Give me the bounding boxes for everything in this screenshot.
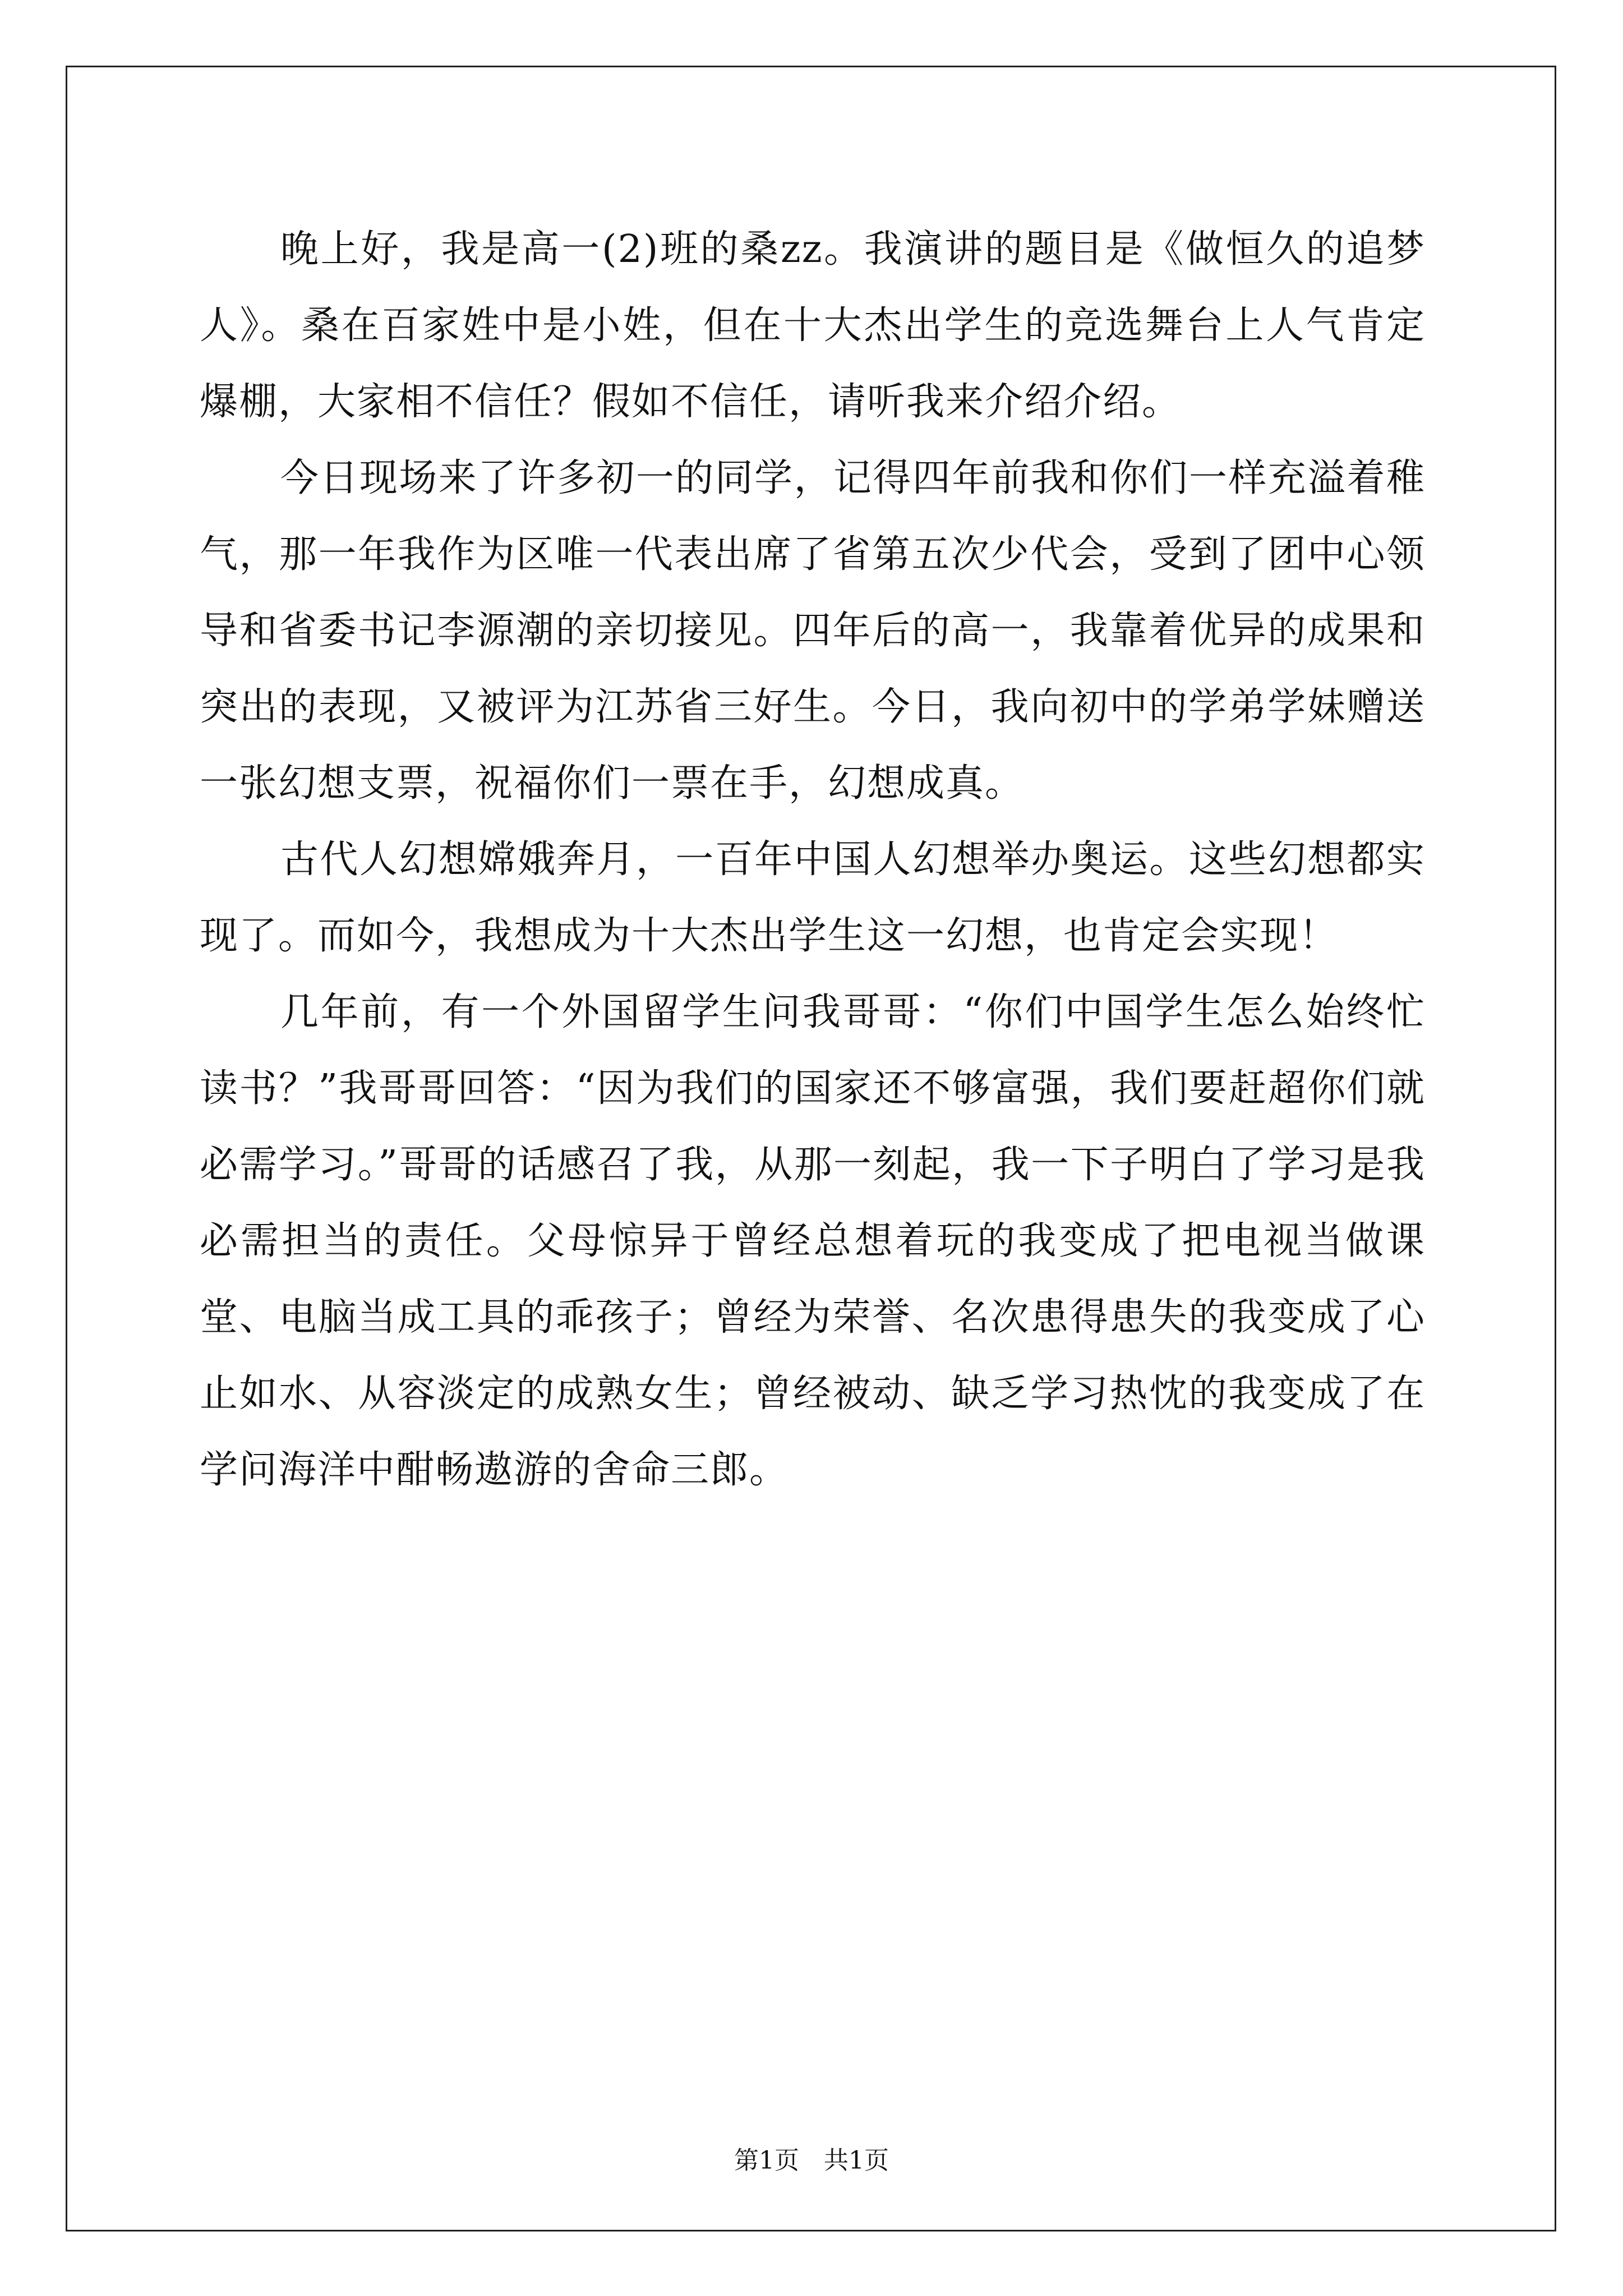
paragraph-4: 几年前，有一个外国留学生问我哥哥：“你们中国学生怎么始终忙读书？”我哥哥回答：“因为我们的国家还不够富强，我们要赶超你们就必需学习。”哥哥的话感召了我，从那一刻起，我一下子明白了学习是我必需担当的责任。父母惊异于曾经总想着玩的我变成了把电视当做课堂、电脑当成工具的乖孩子；曾经为荣誉、名次患得患失的我变成了心止如水、从容淡定的成熟女生；曾经被动、缺乏学习热忱的我变成了在学问海洋中酣畅遨游的舍命三郎。 bbox=[200, 990, 1426, 1492]
paragraph-2: 今日现场来了许多初一的同学，记得四年前我和你们一样充溢着稚气，那一年我作为区唯一代表出席了省第五次少代会，受到了团中心领导和省委书记李源潮的亲切接见。四年后的高一，我靠着优异的成果和突出的表现，又被评为江苏省三好生。今日，我向初中的学弟学妹赠送一张幻想支票，祝福你们一票在手，幻想成真。 bbox=[200, 456, 1426, 806]
paragraph-1: 晚上好，我是高一(2)班的桑zz。我演讲的题目是《做恒久的追梦人》。桑在百家姓中是小姓，但在十大杰出学生的竞选舞台上人气肯定爆棚，大家相不信任？假如不信任，请听我来介绍介绍。 bbox=[200, 227, 1426, 424]
paragraph-3: 古代人幻想嫦娥奔月，一百年中国人幻想举办奥运。这些幻想都实现了。而如今，我想成为十大杰出学生这一幻想，也肯定会实现！ bbox=[200, 838, 1426, 958]
page-footer: 第1页 共1页 bbox=[734, 2146, 889, 2175]
document-body bbox=[200, 211, 1426, 1508]
